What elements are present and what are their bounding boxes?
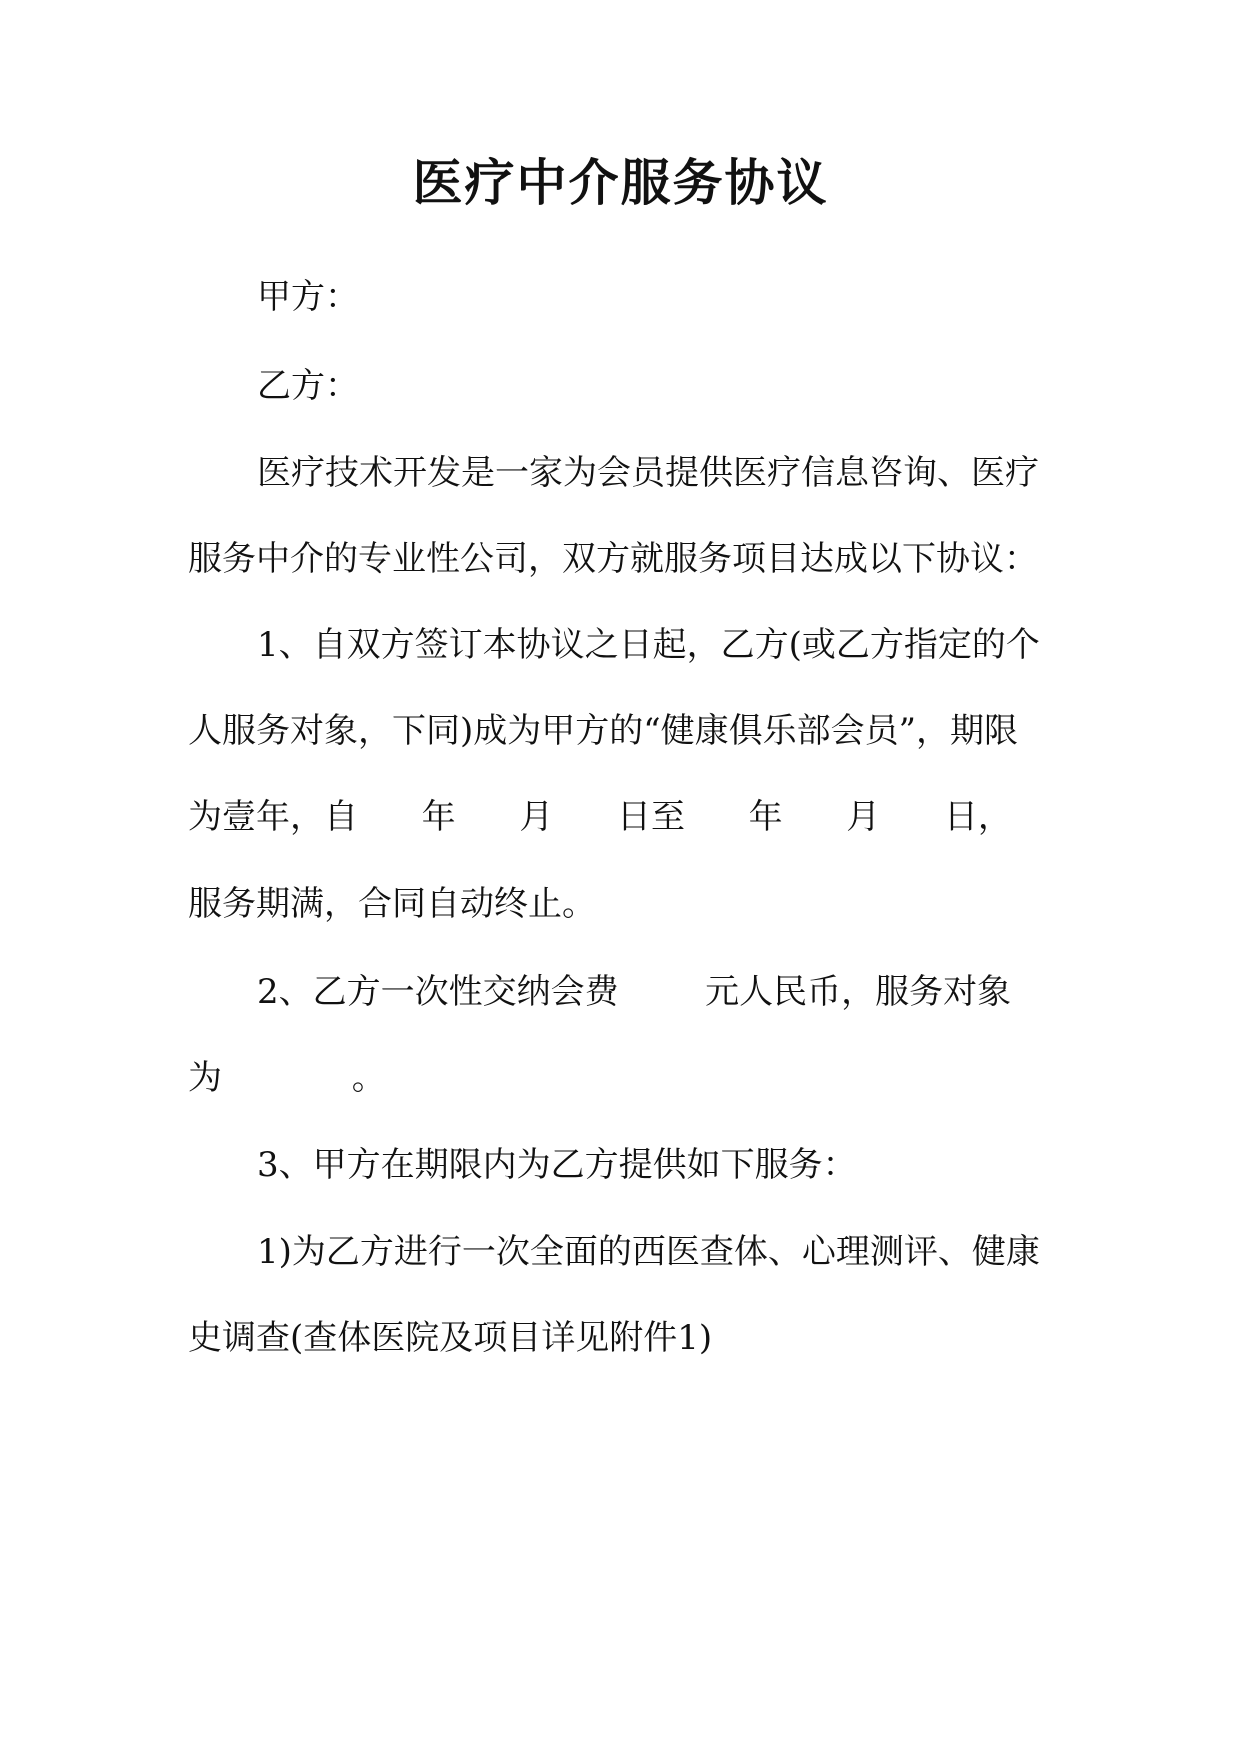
intro-line-1: 医疗技术开发是一家为会员提供医疗信息咨询、医疗	[257, 453, 1039, 493]
date-start-year: 年	[421, 797, 456, 837]
date-end-month: 月	[846, 797, 881, 837]
clause-3-item-1-line-2: 史调查(查体医院及项目详见附件1)	[188, 1318, 713, 1358]
clause-2-line-2: 为 。	[188, 1058, 386, 1098]
clause-3-line-1: 3、甲方在期限内为乙方提供如下服务：	[257, 1145, 857, 1185]
clause-2-line-1: 2、乙方一次性交纳会费 元人民币，服务对象	[257, 972, 1012, 1012]
clause-1-line-2: 人服务对象，下同)成为甲方的“健康俱乐部会员”，期限	[188, 711, 1019, 751]
date-start-day: 日至	[616, 797, 685, 837]
date-end-day: 日，	[943, 797, 1012, 837]
party-a-line: 甲方：	[257, 277, 359, 317]
date-start-month: 月	[519, 797, 554, 837]
document-title: 医疗中介服务协议	[412, 154, 829, 212]
clause-1-date-line	[188, 792, 1012, 842]
party-b-line: 乙方：	[257, 366, 359, 406]
clause-1-line-1: 1、自双方签订本协议之日起，乙方(或乙方指定的个	[257, 625, 1040, 665]
clause-3-item-1-line-1: 1)为乙方进行一次全面的西医查体、心理测评、健康	[257, 1232, 1040, 1272]
date-prefix: 为壹年，自	[188, 797, 358, 837]
intro-line-2: 服务中介的专业性公司，双方就服务项目达成以下协议：	[188, 539, 1038, 579]
date-end-year: 年	[748, 797, 783, 837]
clause-1-line-4: 服务期满，合同自动终止。	[188, 884, 596, 924]
